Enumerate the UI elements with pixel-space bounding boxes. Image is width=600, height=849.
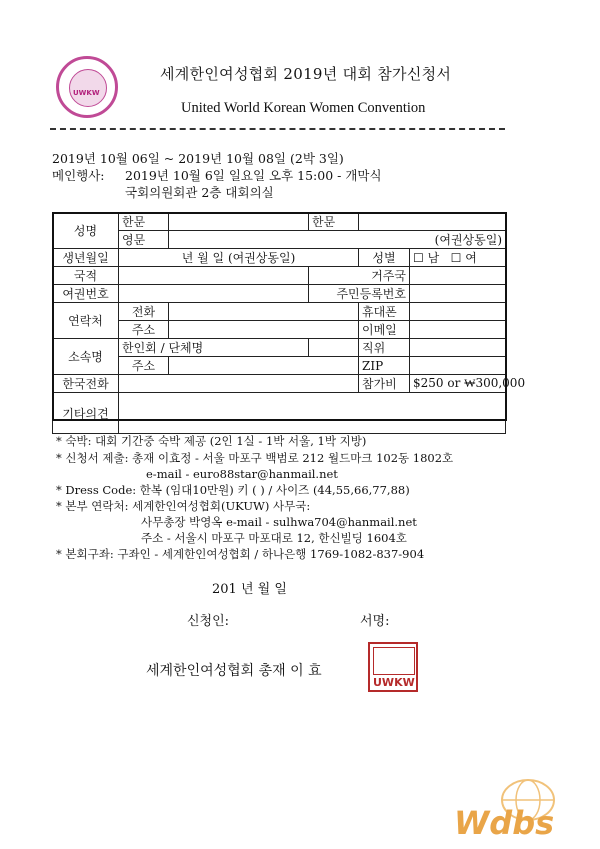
note-submission: * 신청서 제출: 총재 이효정 - 서울 마포구 백범로 212 월드마크 102동 1802호 <box>56 451 454 465</box>
watermark-text: Wdbs <box>454 804 555 842</box>
label-english: 영문 <box>119 231 169 249</box>
label-mobile: 휴대폰 <box>359 303 410 321</box>
event-dates: 2019년 10월 06일 ~ 2019년 10월 08일 (2박 3일) <box>52 151 344 166</box>
label-residence: 거주국 <box>309 267 410 285</box>
passport-same-note: (여권상동일) <box>434 233 502 247</box>
note-bank-account: * 본회구좌: 구좌인 - 세계한인여성협회 / 하나은행 1769-1082-837-904 <box>56 547 425 561</box>
field-email[interactable] <box>410 321 506 339</box>
fee-value: $250 or ₩300,000 <box>410 375 506 393</box>
label-org: 한인회 / 단체명 <box>119 339 309 357</box>
label-hanmun: 한문 <box>119 213 169 231</box>
note-hq-secretary: 사무총장 박영옥 e-mail - sulhwa704@hanmail.net <box>141 515 417 529</box>
label-contact: 연락처 <box>53 303 119 339</box>
field-residence[interactable] <box>410 267 506 285</box>
field-hanmun-2[interactable] <box>359 213 506 231</box>
association-logo <box>56 56 118 118</box>
logo-text: UWKW <box>73 89 100 97</box>
field-other[interactable] <box>119 393 506 434</box>
label-phone: 전화 <box>119 303 169 321</box>
label-gender: 성별 <box>359 249 410 267</box>
field-address[interactable] <box>169 321 359 339</box>
field-zip[interactable] <box>410 357 506 375</box>
field-position[interactable] <box>410 339 506 357</box>
title-english: United World Korean Women Convention <box>181 100 426 116</box>
main-event-place: 국회의원회관 2층 대회의실 <box>125 185 274 200</box>
main-event-label: 메인행사: <box>52 168 105 183</box>
field-mobile[interactable] <box>410 303 506 321</box>
label-address-2: 주소 <box>119 357 169 375</box>
field-gender <box>410 249 506 267</box>
field-birth[interactable]: 년 월 일 (여권상동일) <box>119 249 359 267</box>
note-hq-contact: * 본부 연락처: 세계한인여성협회(UKUW) 사무국: <box>56 499 311 513</box>
field-english[interactable] <box>169 231 506 249</box>
label-other: 기타의견 <box>53 393 119 434</box>
official-seal <box>368 642 418 692</box>
field-passport-no[interactable] <box>119 285 309 303</box>
note-lodging: * 숙박: 대회 기간중 숙박 제공 (2인 1실 - 1박 서울, 1박 지방) <box>56 434 367 448</box>
note-submission-email: e-mail - euro88star@hanmail.net <box>146 467 338 481</box>
checkbox-male[interactable]: ☐ 남 <box>413 251 440 265</box>
label-affiliation: 소속명 <box>53 339 119 375</box>
field-hanmun[interactable] <box>169 213 309 231</box>
label-nationality: 국적 <box>53 267 119 285</box>
applicant-label: 신청인: <box>187 614 230 629</box>
wdbs-watermark <box>450 778 570 842</box>
field-phone[interactable] <box>169 303 359 321</box>
note-dress-code: * Dress Code: 한복 (임대10만원) 키 ( ) / 사이즈 (44,55,66,77,88) <box>56 483 410 497</box>
signature-label: 서명: <box>360 614 390 629</box>
label-email: 이메일 <box>359 321 410 339</box>
checkbox-female[interactable]: ☐ 여 <box>450 251 477 265</box>
label-fee: 참가비 <box>359 375 410 393</box>
label-birth: 생년월일 <box>53 249 119 267</box>
application-date: 201 년 월 일 <box>212 582 287 597</box>
field-nationality[interactable] <box>119 267 309 285</box>
dashed-divider <box>50 128 505 130</box>
label-passport-no: 여권번호 <box>53 285 119 303</box>
title-korean: 세계한인여성협회 2019년 대회 참가신청서 <box>160 65 452 83</box>
label-position: 직위 <box>359 339 410 357</box>
application-form <box>52 212 526 434</box>
seal-text: UWKW <box>373 676 415 689</box>
note-hq-address: 주소 - 서울시 마포구 마포대로 12, 한신빌딩 1604호 <box>141 531 407 545</box>
label-resident-no: 주민등록번호 <box>309 285 410 303</box>
field-korea-phone[interactable] <box>119 375 359 393</box>
label-hanmun-2: 한문 <box>309 213 359 231</box>
seal-pattern <box>373 647 415 675</box>
field-resident-no[interactable] <box>410 285 506 303</box>
label-address: 주소 <box>119 321 169 339</box>
label-name: 성명 <box>53 213 119 249</box>
logo-emblem <box>69 69 107 107</box>
label-zip: ZIP <box>359 357 410 375</box>
label-korea-phone: 한국전화 <box>53 375 119 393</box>
president-name: 세계한인여성협회 총재 이 효 <box>146 663 322 679</box>
main-event-time: 2019년 10월 6일 일요일 오후 15:00 - 개막식 <box>125 168 382 183</box>
field-org[interactable] <box>309 339 359 357</box>
field-address-2[interactable] <box>169 357 359 375</box>
